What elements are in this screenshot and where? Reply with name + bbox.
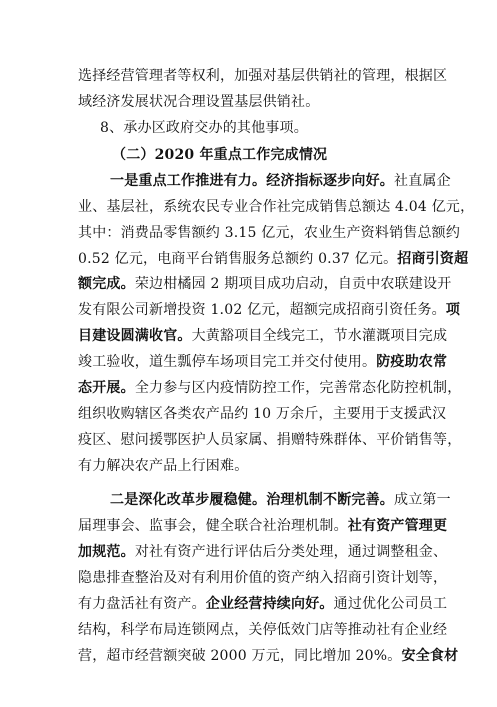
text-line [78,620,448,640]
bold-text-run: 招商引资超 [397,251,469,267]
text-run: 竣工验收，道生瓢停车场项目完工并交付使用。 [78,354,377,370]
text-line [78,66,448,86]
text-line [78,430,462,450]
text-line [78,378,462,398]
text-run: 荣边柑橘园 2 期项目成功启动，自贡中农联建设开 [134,276,452,292]
bold-text-run: 一是重点工作推进有力。经济指标逐步向好。 [110,173,394,189]
text-line [78,274,452,294]
text-run: 隐患排查整治及对有利用价值的资产纳入招商引资计划等， [78,570,448,586]
bold-text-run: 安全食材 [401,648,459,664]
text-line [78,352,448,372]
text-line [78,92,437,112]
text-line [78,300,461,320]
text-run: 有力解决农产品上行困难。 [78,458,249,474]
bold-text-run: 态开展。 [78,380,135,396]
text-run: 通过优化公司员工 [333,596,448,612]
text-run: 业、基层社，系统农民专业合作社完成销售总额达 4.04 亿元， [78,199,475,215]
bold-text-run: 加规范。 [78,544,135,560]
text-run: 8、承办区政府交办的其他事项。 [100,120,308,136]
text-run: 成立第一 [394,492,451,508]
text-line [78,594,448,614]
text-line [78,456,437,476]
text-line [78,404,447,424]
text-line [78,568,448,588]
text-line [78,223,461,243]
text-line [78,646,459,666]
text-line [78,542,448,562]
bold-text-run: （二）2020 年重点工作完成情况 [112,147,328,163]
text-run: 结构，科学布局连锁网点，关停低效门店等推动社有企业经 [78,622,448,638]
bold-text-run: 目建设圆满收官。 [78,328,192,344]
text-line [78,249,469,269]
text-line [112,145,437,165]
text-run: 对社有资产进行评估后分类处理，通过调整租金、 [134,544,448,560]
text-run: 域经济发展状况合理设置基层供销社。 [78,94,320,110]
text-line [78,197,475,217]
bold-text-run: 额完成。 [78,276,135,292]
text-line [100,118,437,138]
text-run: 有力盘活社有资产。 [78,596,206,612]
text-line [110,490,451,510]
text-line [110,171,451,191]
text-run: 大黄豁项目全线完工，节水灌溉项目完成 [191,328,448,344]
text-line [78,326,448,346]
text-line [78,516,448,536]
text-run: 社直属企 [394,173,451,189]
text-run: 发有限公司新增投资 1.02 亿元，超额完成招商引资任务。 [78,302,446,318]
text-run: 其中：消费品零售额约 3.15 亿元，农业生产资料销售总额约 [78,225,461,241]
bold-text-run: 社有资产管理更 [347,518,448,534]
bold-text-run: 企业经营持续向好。 [205,596,334,612]
text-run: 组织收购辖区各类农产品约 10 万余斤，主要用于支援武汉 [78,406,447,422]
bold-text-run: 二是深化改革步履稳健。治理机制不断完善。 [110,492,394,508]
bold-text-run: 防疫助农常 [376,354,448,370]
bold-text-run: 项 [445,302,461,318]
text-run: 选择经营管理者等权利，加强对基层供销社的管理，根据区 [78,68,448,84]
text-run: 全力参与区内疫情防控工作，完善常态化防控机制， [134,380,462,396]
text-run: 疫区、慰问援鄂医护人员家属、捐赠特殊群体、平价销售等， [78,432,462,448]
text-run: 届理事会、监事会，健全联合社治理机制。 [78,518,348,534]
text-run: 0.52 亿元，电商平台销售服务总额约 0.37 亿元。 [78,251,398,267]
text-run: 营，超市经营额突破 2000 万元，同比增加 20%。 [78,648,402,664]
